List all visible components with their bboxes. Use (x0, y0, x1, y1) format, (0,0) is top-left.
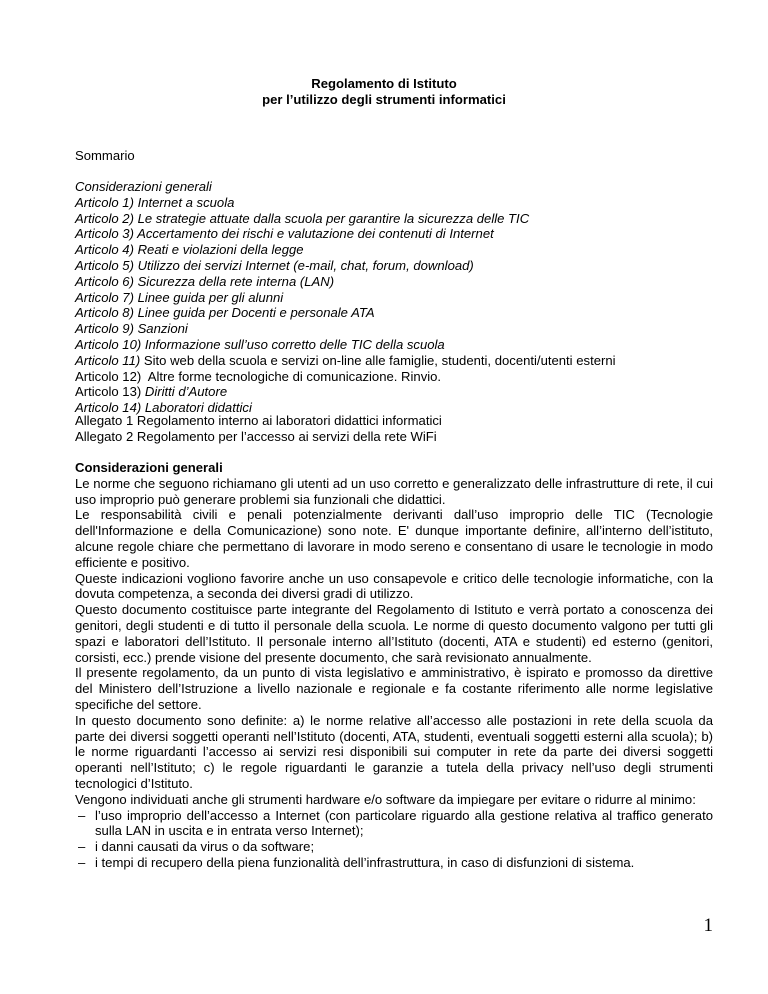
summary-heading: Sommario (75, 148, 135, 163)
toc-item[interactable]: Articolo 7) Linee guida per gli alunni (75, 289, 284, 305)
toc-item[interactable]: Articolo 2) Le strategie attuate dalla scuola per garantire la sicurezza delle TIC (75, 210, 530, 226)
toc-item[interactable] (75, 384, 715, 400)
list-item: – i tempi di recupero della piena funzionalità dell’infrastruttura, in caso di disfunzioni di sistema. (75, 855, 713, 871)
paragraph: Le norme che seguono richiamano gli utenti ad un uso corretto e generalizzato delle infrastrutture di rete, il cui uso improprio può generare problemi sia funzionali che didattici. (75, 475, 713, 507)
toc-item[interactable]: Articolo 1) Internet a scuola (75, 194, 235, 210)
toc-item[interactable]: Articolo 3) Accertamento dei rischi e valutazione dei contenuti di Internet (75, 226, 494, 242)
paragraph: Le responsabilità civili e penali potenzialmente derivanti dall’uso improprio delle TIC (Tecnologie dell'Informazione e della Comunicazione) sono note. E' dunque importante definire, all’interno dell’istituto, alcune regole chiare che permettano di lavorare in modo sereno e consentano di usare le tecnologie in modo efficiente e positivo. (75, 507, 713, 570)
toc-item[interactable]: Articolo 8) Linee guida per Docenti e personale ATA (75, 305, 375, 321)
paragraph: In questo documento sono definite: a) le norme relative all’accesso alle postazioni in rete della scuola da parte dei diversi soggetti operanti nell’Istituto (docenti, ATA, studenti, eventuali soggetti esterni alla scuola); b) le norme riguardanti l’accesso ai servizi resi disponibili sui computer in rete da parte dei diversi soggetti operanti nell’Istituto; c) le regole riguardanti le garanzie a tutela della privacy nell’uso degli strumenti tecnologici d’Istituto. (75, 712, 713, 791)
toc-item[interactable]: Considerazioni generali (75, 179, 212, 194)
paragraph: Queste indicazioni vogliono favorire anche un uso consapevole e critico delle tecnologie informatiche, con la dovuta competenza, a seconda dei diversi gradi di utilizzo. (75, 570, 713, 602)
toc-item-text: Diritti d’Autore (144, 384, 228, 400)
list-item: – l’uso improprio dell’accesso a Internet (con particolare riguardo alla gestione relativa al traffico generato sulla LAN in uscita e in entrata verso Internet); (75, 808, 713, 840)
toc-item[interactable]: Articolo 5) Utilizzo dei servizi Internet (e-mail, chat, forum, download) (75, 257, 474, 273)
paragraph: Il presente regolamento, da un punto di vista legislativo e amministrativo, è ispirato e promosso da direttive del Ministero dell’Istruzione a livello nazionale e regionale e fa costante riferimento alle norme legislative specifiche del settore. (75, 665, 713, 712)
toc-item[interactable]: Articolo 14) Laboratori didattici (75, 400, 252, 416)
toc-item[interactable]: Articolo 10) Informazione sull’uso corretto delle TIC della scuola (75, 336, 445, 352)
section-body (75, 460, 713, 871)
attachment-item: Allegato 1 Regolamento interno ai laboratori didattici informatici (75, 413, 442, 428)
toc-item[interactable]: Articolo 12) Altre forme tecnologiche di comunicazione. Rinvio. (75, 368, 442, 384)
document-title: Regolamento di Istituto (311, 76, 457, 91)
toc-item[interactable]: Articolo 9) Sanzioni (75, 321, 188, 337)
paragraph: Questo documento costituisce parte integrante del Regolamento di Istituto e verrà portato a conoscenza dei genitori, degli studenti e di tutto il personale della scuola. Le norme di questo documento valgono per tutti gli spazi e laboratori dell’Istituto. Il personale interno all’Istituto (docenti, ATA e studenti) ed esterno (genitori, corsisti, ecc.) prende visione del presente documento, che sarà revisionato annualmente. (75, 602, 713, 665)
table-of-contents (75, 179, 715, 416)
list-item: – i danni causati da virus o da software; (75, 839, 713, 855)
section-heading: Considerazioni generali (75, 460, 223, 475)
toc-item[interactable] (75, 353, 715, 369)
attachment-item: Allegato 2 Regolamento per l’accesso ai servizi della rete WiFi (75, 428, 437, 444)
paragraph: Vengono individuati anche gli strumenti hardware e/o software da impiegare per evitare o ridurre al minimo: (75, 791, 696, 807)
page-number: 1 (703, 915, 713, 936)
attachments-list (75, 413, 715, 445)
toc-item-text: Sito web della scuola e servizi on-line alle famiglie, studenti, docenti/utenti esterni (140, 352, 616, 368)
bullet-list (75, 808, 713, 871)
document-subtitle: per l’utilizzo degli strumenti informatici (262, 92, 506, 107)
toc-item-number: Articolo 13) (75, 384, 145, 400)
toc-item[interactable]: Articolo 6) Sicurezza della rete interna (LAN) (75, 273, 335, 289)
toc-item[interactable]: Articolo 4) Reati e violazioni della legge (75, 242, 304, 258)
toc-item-number: Articolo 11) (75, 352, 141, 368)
